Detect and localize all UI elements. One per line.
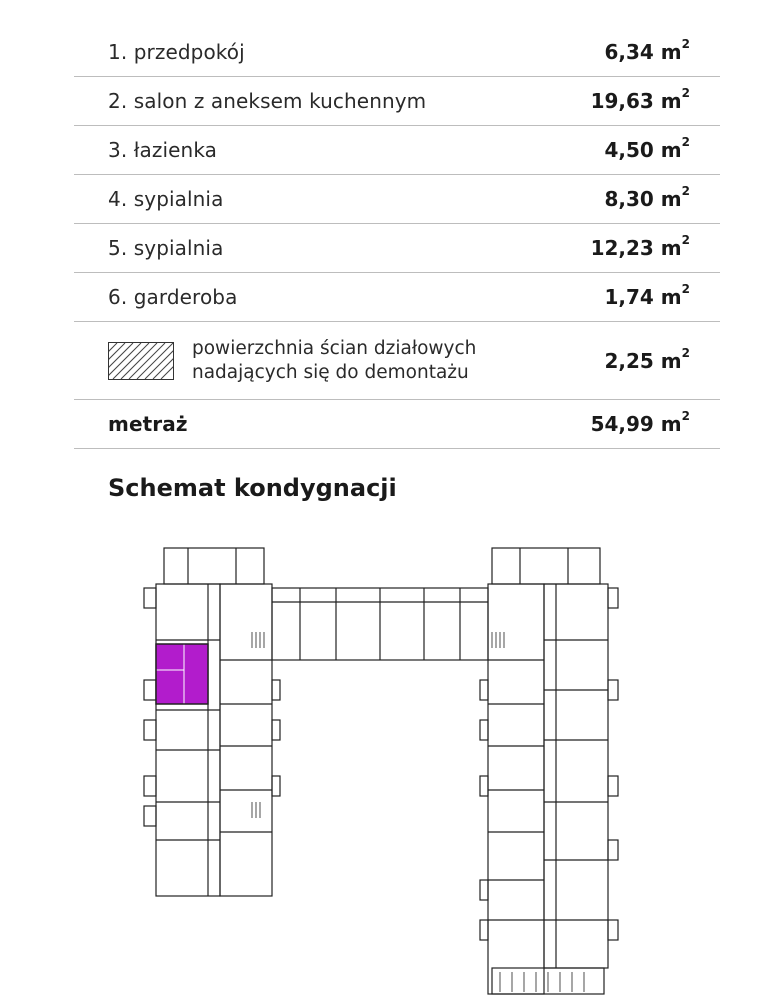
- total-area: 54,99 $m^2$: [590, 409, 690, 436]
- room-area: 12,23 $m^2$: [590, 233, 690, 260]
- partition-label-line2: nadających się do demontażu: [192, 361, 469, 383]
- section-title: Schemat kondygnacji: [108, 474, 397, 502]
- highlighted-apartment: [156, 644, 208, 704]
- room-label: 3. łazienka: [108, 138, 218, 162]
- floor-plan: [140, 540, 620, 998]
- room-area: 4,50 $m^2$: [604, 135, 690, 162]
- room-area: 19,63 $m^2$: [590, 86, 690, 113]
- room-label: 4. sypialnia: [108, 187, 224, 211]
- room-row: [74, 273, 720, 322]
- total-label: metraż: [108, 412, 188, 436]
- room-label: 2. salon z aneksem kuchennym: [108, 89, 427, 113]
- hatch-pattern-icon: [108, 342, 174, 380]
- room-area: 1,74 $m^2$: [604, 282, 690, 309]
- partition-row: [74, 322, 720, 400]
- room-row: [74, 28, 720, 77]
- room-row: [74, 77, 720, 126]
- room-row: [74, 175, 720, 224]
- room-label: 5. sypialnia: [108, 236, 224, 260]
- room-area: 6,34 $m^2$: [604, 37, 690, 64]
- partition-legend: [74, 337, 476, 385]
- room-row: [74, 126, 720, 175]
- partition-area: 2,25 $m^2$: [604, 345, 690, 373]
- room-label: 1. przedpokój: [108, 40, 245, 64]
- room-label: 6. garderoba: [108, 285, 238, 309]
- partition-label-line1: powierzchnia ścian działowych: [192, 337, 477, 359]
- area-table: [74, 28, 720, 449]
- total-row: [74, 400, 720, 449]
- floor-plan-drawing: [140, 540, 620, 998]
- room-row: [74, 224, 720, 273]
- room-area: 8,30 $m^2$: [604, 184, 690, 211]
